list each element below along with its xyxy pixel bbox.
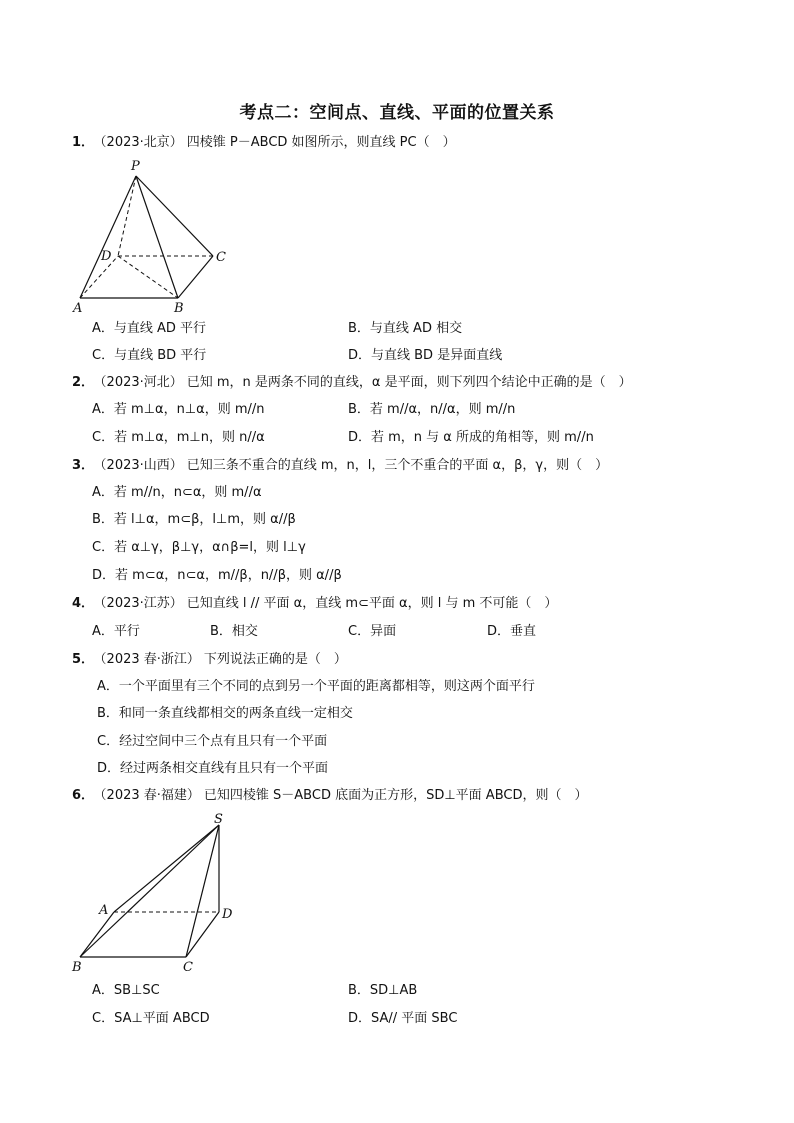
question-4-option-c: C．异面 — [348, 624, 397, 639]
question-3-option-d: D．若 m⊂α，n⊂α，m//β，n//β，则 α//β — [92, 568, 342, 583]
question-text: 已知直线 l // 平面 α，直线 m⊂平面 α，则 l 与 m 不可能（ ） — [186, 596, 558, 611]
question-5-option-c: C．经过空间中三个点有且只有一个平面 — [97, 734, 328, 749]
question-6-option-a: A．SB⊥SC — [92, 983, 160, 998]
question-number: 1． — [72, 135, 95, 150]
vertex-label-c: C — [216, 250, 226, 265]
question-5-option-a: A．一个平面里有三个不同的点到另一个平面的距离都相等，则这两个面平行 — [97, 679, 535, 694]
question-5-option-d: D．经过两条相交直线有且只有一个平面 — [97, 761, 329, 776]
vertex-label-d: D — [222, 907, 233, 922]
question-number: 3． — [72, 458, 95, 473]
vertex-label-d: D — [101, 249, 112, 264]
question-2-option-b: B．若 m//α，n//α，则 m//n — [348, 402, 516, 417]
question-2-option-c: C．若 m⊥α，m⊥n，则 n//α — [92, 430, 265, 445]
question-4-option-d: D．垂直 — [487, 624, 537, 639]
question-5-stem — [72, 651, 347, 669]
question-source: （2023·河北） — [100, 375, 183, 390]
question-2-stem — [72, 374, 632, 392]
vertex-label-p: P — [131, 159, 140, 174]
question-5-option-b: B．和同一条直线都相交的两条直线一定相交 — [97, 706, 353, 721]
question-1-stem — [72, 134, 456, 152]
question-text: 已知 m，n 是两条不同的直线，α 是平面，则下列四个结论中正确的是（ ） — [186, 375, 632, 390]
question-source: （2023·山西） — [100, 458, 183, 473]
question-1-option-a: A．与直线 AD 平行 — [92, 321, 207, 336]
figure-1-pyramid — [70, 156, 240, 316]
vertex-label-b: B — [174, 301, 184, 316]
vertex-label-a: A — [99, 903, 109, 918]
question-3-option-c: C．若 α⊥γ，β⊥γ，α∩β=l，则 l⊥γ — [92, 540, 306, 555]
question-2-option-a: A．若 m⊥α，n⊥α，则 m//n — [92, 402, 265, 417]
question-text: 下列说法正确的是（ ） — [203, 652, 347, 667]
question-text: 已知三条不重合的直线 m，n，l，三个不重合的平面 α，β，γ，则（ ） — [186, 458, 609, 473]
question-number: 2． — [72, 375, 95, 390]
question-3-option-a: A．若 m//n，n⊂α，则 m//α — [92, 485, 262, 500]
vertex-label-a: A — [73, 301, 83, 316]
question-1-option-c: C．与直线 BD 平行 — [92, 348, 207, 363]
question-4-stem — [72, 595, 557, 613]
question-text: 四棱锥 P－ABCD 如图所示，则直线 PC（ ） — [186, 135, 456, 150]
question-4-option-b: B．相交 — [210, 624, 258, 639]
question-text: 已知四棱锥 S－ABCD 底面为正方形，SD⊥平面 ABCD，则（ ） — [203, 788, 588, 803]
question-number: 6． — [72, 788, 95, 803]
question-source: （2023 春·浙江） — [100, 652, 200, 667]
figure-6-pyramid — [66, 810, 246, 980]
question-3-stem — [72, 457, 608, 475]
question-source: （2023 春·福建） — [100, 788, 200, 803]
page-title: 考点二：空间点、直线、平面的位置关系 — [239, 103, 555, 123]
question-3-option-b: B．若 l⊥α，m⊂β，l⊥m，则 α//β — [92, 512, 296, 527]
question-number: 4． — [72, 596, 95, 611]
question-6-option-d: D．SA// 平面 SBC — [348, 1011, 458, 1026]
question-6-option-c: C．SA⊥平面 ABCD — [92, 1011, 210, 1026]
question-number: 5． — [72, 652, 95, 667]
vertex-label-c: C — [183, 960, 193, 975]
vertex-label-b: B — [72, 960, 82, 975]
question-source: （2023·江苏） — [100, 596, 183, 611]
vertex-label-s: S — [214, 812, 223, 827]
question-6-stem — [72, 787, 587, 805]
question-source: （2023·北京） — [100, 135, 183, 150]
question-1-option-d: D．与直线 BD 是异面直线 — [348, 348, 503, 363]
question-6-option-b: B．SD⊥AB — [348, 983, 418, 998]
question-4-option-a: A．平行 — [92, 624, 140, 639]
question-2-option-d: D．若 m，n 与 α 所成的角相等，则 m//n — [348, 430, 594, 445]
question-1-option-b: B．与直线 AD 相交 — [348, 321, 463, 336]
